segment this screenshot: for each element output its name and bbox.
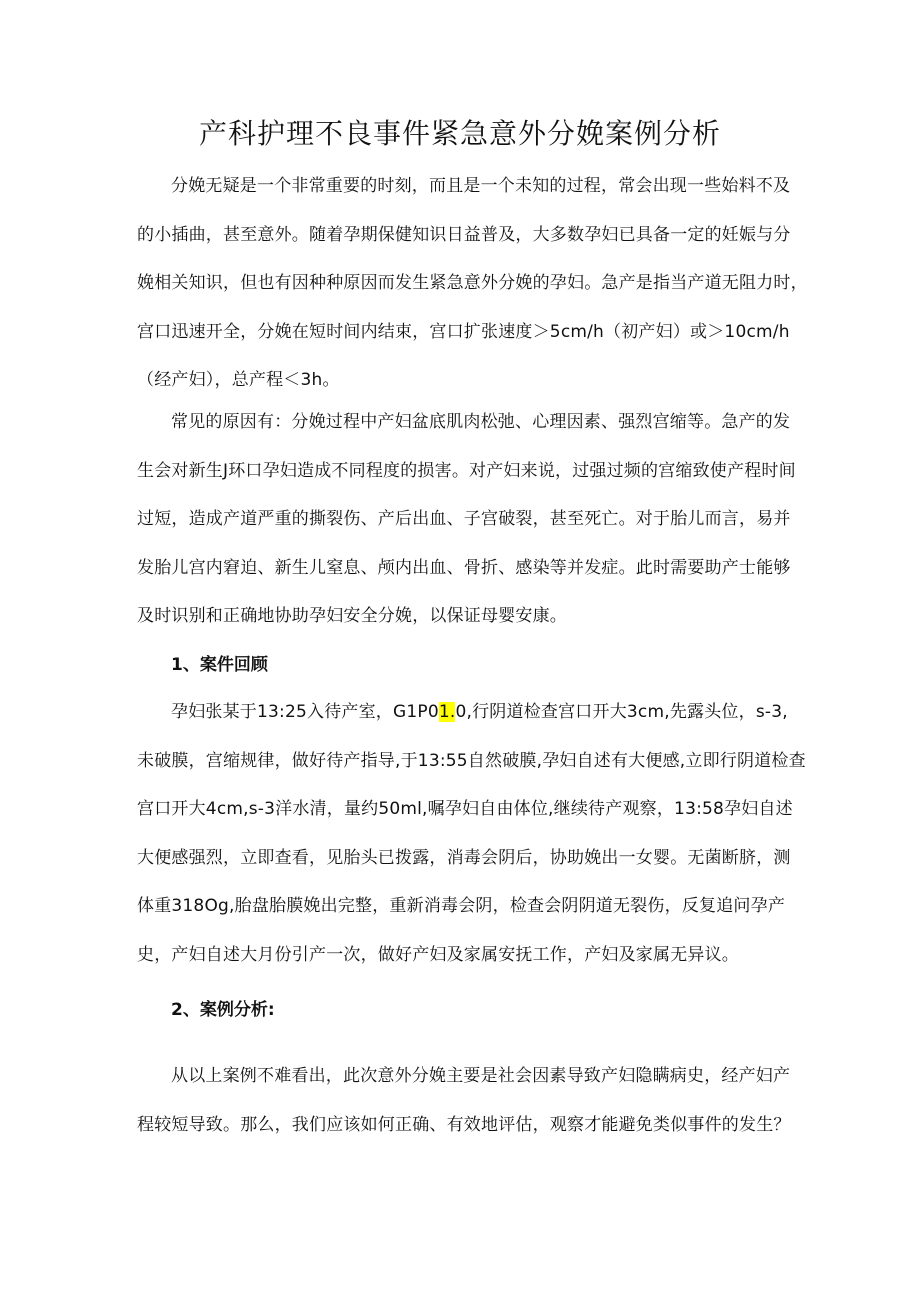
causes-line: 及时识别和正确地协助孕妇安全分娩，以保证母婴安康。 — [137, 606, 567, 626]
causes-line: 生会对新生J环口孕妇造成不同程度的损害。对产妇来说，过强过频的宫缩致使产程时间 — [137, 460, 796, 481]
causes-line: 发胎儿宫内窘迫、新生儿窒息、颅内出血、骨折、感染等并发症。此时需要助产士能够 — [137, 557, 791, 578]
intro-line: 的小插曲，甚至意外。随着孕期保健知识日益普及，大多数孕妇已具备一定的妊娠与分 — [137, 224, 791, 245]
case-analysis-line: 程较短导致。那么，我们应该如何正确、有效地评估，观察才能避免类似事件的发生？ — [137, 1114, 791, 1135]
case-review-line: 未破膜，宫缩规律，做好待产指导,于13:55自然破膜,孕妇自述有大便感,立即行阴道检查 — [137, 750, 806, 771]
highlighted-text: 1. — [438, 702, 456, 722]
intro-paragraph — [137, 162, 808, 405]
section1-heading: 1、案件回顾 — [171, 655, 268, 675]
causes-paragraph — [137, 398, 796, 641]
case-analysis-line: 从以上案例不难看出，此次意外分娩主要是社会因素导致产妇隐瞒病史，经产妇产 — [171, 1066, 791, 1086]
case-review-line: 大便感强烈，立即查看，见胎头已拨露，消毒会阴后，协助娩出一女婴。无菌断脐，测 — [137, 847, 791, 868]
section2-heading: 2、案例分析: — [171, 1000, 275, 1020]
intro-line: （经产妇），总产程＜3h。 — [137, 370, 340, 390]
case-review-paragraph — [137, 688, 806, 979]
case-analysis-paragraph — [137, 1052, 793, 1149]
case-review-line: 史，产妇自述大月份引产一次，做好产妇及家属安抚工作，产妇及家属无异议。 — [137, 944, 739, 965]
causes-line: 过短，造成产道严重的撕裂伤、产后出血、子宫破裂，甚至死亡。对于胎儿而言，易并 — [137, 509, 791, 529]
case-review-line: 体重318Og,胎盘胎膜娩出完整，重新消毒会阴，检查会阴阴道无裂伤，反复追问孕产 — [137, 896, 786, 916]
intro-line: 分娩无疑是一个非常重要的时刻，而且是一个未知的过程，常会出现一些始料不及 — [171, 176, 791, 196]
intro-line: 娩相关知识，但也有因种种原因而发生紧急意外分娩的孕妇。急产是指当产道无阻力时， — [137, 273, 808, 293]
document-title: 产科护理不良事件紧急意外分娩案例分析 — [198, 117, 721, 150]
case-review-text: 孕妇张某于13:25入待产室，G1P0 — [171, 702, 439, 722]
case-review-first-line — [137, 688, 793, 737]
intro-line: 宫口迅速开全，分娩在短时间内结束，宫口扩张速度＞5cm/h（初产妇）或＞10cm/h — [137, 321, 790, 342]
case-review-line: 宫口开大4cm,s-3洋水清，量约50ml,嘱孕妇自由体位,继续待产观察，13:58孕妇自述 — [137, 799, 793, 819]
case-review-text: 0,行阴道检查宫口开大3cm,先露头位，s-3, — [455, 702, 788, 722]
causes-line: 常见的原因有：分娩过程中产妇盆底肌肉松弛、心理因素、强烈宫缩等。急产的发 — [171, 412, 791, 432]
